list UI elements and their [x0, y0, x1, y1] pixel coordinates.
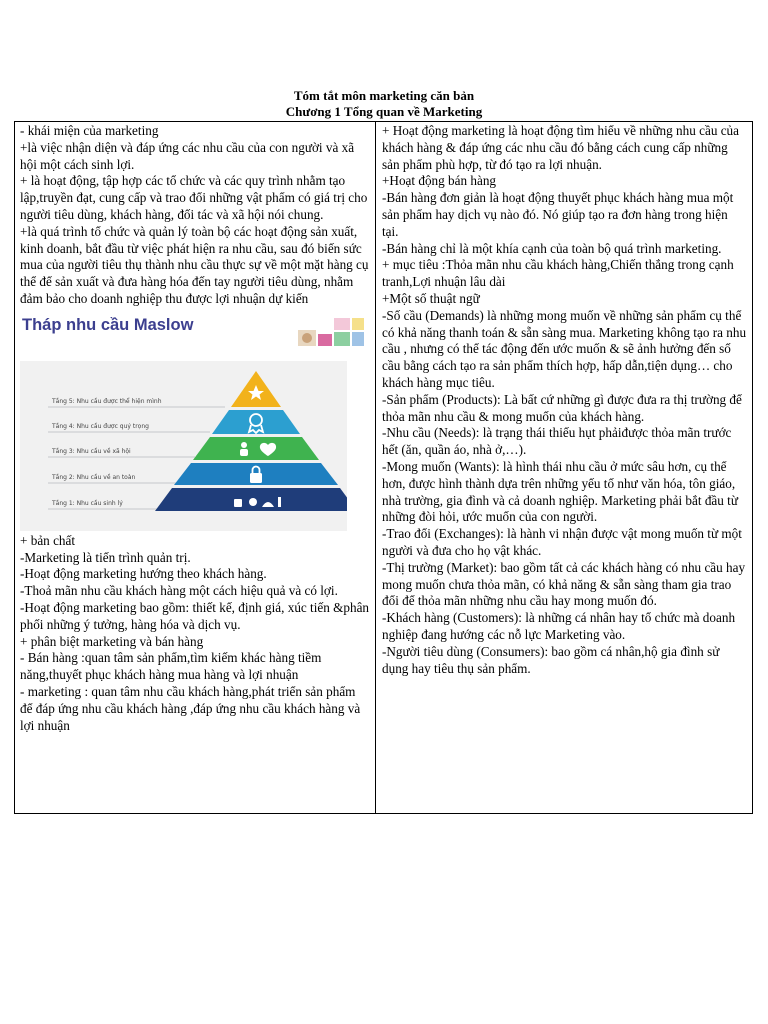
- right-paragraph: + mục tiêu :Thỏa mãn nhu cầu khách hàng,Chiến thắng trong cạnh tranh,Lợi nhuận lâu dài: [382, 257, 734, 290]
- right-paragraph: -Người tiêu dùng (Consumers): bao gồm cá nhân,hộ gia đình sử dụng hay tiêu thụ sản phẩm.: [382, 643, 720, 676]
- maslow-level-label: Tầng 5: Nhu cầu được thể hiện mình: [52, 397, 162, 405]
- summary-table: [14, 121, 753, 814]
- right-paragraph: -Bán hàng đơn giản là hoạt động thuyết phục khách hàng mua một sản phẩm hay dịch vụ nào đó. Nó giúp tạo ra đơn hàng trong hiện tại.: [382, 190, 734, 239]
- left-column: [15, 122, 376, 813]
- left-paragraph: - khái miện của marketing: [20, 123, 159, 138]
- document-header: [0, 88, 768, 120]
- right-paragraph: -Mong muốn (Wants): là hình thái nhu cầu ở mức sâu hơn, cụ thể hơn, được hình thành dựa trên những yếu tố như văn hóa, tôn giáo, nhà trường, gia đình và cả doanh nghiệp. Marketing phải bắt đầu từ những đòi hỏi, ước muốn của con người.: [382, 458, 738, 525]
- maslow-pyramid: [20, 361, 347, 531]
- left-paragraph: +là quá trình tổ chức và quản lý toàn bộ các hoạt động sản xuất, kinh doanh, bắt đầu từ việc phát hiện ra nhu cầu, sau đó biến sức mua của người tiêu thụ thành nhu cầu thực sự về một mặt hàng cụ thể để sản xuất và đưa hàng hóa đến tay người tiêu dùng, nhằm đảm bảo cho doanh nghiệp thu được lợi nhuận dự kiến: [20, 223, 369, 306]
- left-paragraph: + là hoạt động, tập hợp các tổ chức và các quy trình nhằm tạo lập,truyền đạt, cung cấp và trao đổi những vật phẩm có giá trị cho người tiêu dùng, khách hàng, đối tác và xã hội nói chung.: [20, 173, 368, 222]
- document-title: Tóm tắt môn marketing căn bản: [293, 88, 475, 103]
- left-paragraph: -Hoạt động marketing bao gồm: thiết kế, định giá, xúc tiến &phân phối những ý tưởng, hàng hóa và dịch vụ.: [20, 599, 370, 632]
- left-paragraph: +là việc nhận diện và đáp ứng các nhu cầu của con người và xã hội một cách sinh lợi.: [20, 139, 355, 172]
- right-paragraph: -Trao đổi (Exchanges): là hành vi nhận được vật mong muốn từ một người và đưa cho họ vật khác.: [382, 526, 742, 558]
- maslow-level-label: Tầng 1: Nhu cầu sinh lý: [52, 499, 123, 507]
- right-paragraph: -Thị trường (Market): bao gồm tất cả các khách hàng có nhu cầu hay mong muốn chưa thỏa mãn, có khả năng & sẵn sàng tham gia trao đổi để thỏa mãn những nhu cầu hay mong muốn đó.: [382, 559, 746, 609]
- left-paragraph: + phân biệt marketing và bán hàng: [20, 633, 204, 649]
- left-paragraph: - Bán hàng :quan tâm sản phẩm,tìm kiếm khác hàng tiềm năng,thuyết phục khách hàng mua hàng và lợi nhuận: [20, 650, 322, 683]
- right-paragraph: +Một số thuật ngữ: [382, 290, 480, 306]
- right-column: [376, 122, 752, 813]
- maslow-tier-3: [193, 437, 319, 460]
- maslow-level-label: Tầng 3: Nhu cầu về xã hội: [52, 447, 131, 455]
- left-paragraph: -Thoả mãn nhu cầu khách hàng một cách hiệu quả và có lợi.: [20, 583, 338, 599]
- right-paragraph: + Hoạt động marketing là hoạt động tìm hiểu về những nhu cầu của khách hàng & đáp ứng các nhu cầu đó bằng cách cung cấp những sản phẩm phù hợp, từ đó tạo ra lợi nhuận.: [382, 123, 740, 172]
- left-paragraph: -Hoạt động marketing hướng theo khách hàng.: [20, 566, 267, 582]
- right-paragraph: +Hoạt động bán hàng: [382, 173, 497, 189]
- maslow-banner: [20, 314, 370, 342]
- maslow-level-label: Tầng 4: Nhu cầu được quý trọng: [52, 422, 149, 430]
- right-paragraph: -Bán hàng chỉ là một khía cạnh của toàn bộ quá trình marketing.: [382, 240, 722, 256]
- left-paragraph: -Marketing là tiến trình quản trị.: [20, 549, 191, 565]
- right-paragraph: -Số cầu (Demands) là những mong muốn về những sản phẩm cụ thể có khả năng thanh toán & sẵn sàng mua. Marketing không tạo ra nhu cầu , nhưng có thể tác động đến ước muốn & sẽ ảnh hưởng đến số cầu bằng cách tạo ra sản phẩm thích hợp, hấp dẫn,tiện dụng… cho khách hàng mục tiêu.: [382, 307, 747, 390]
- right-paragraph: -Sản phẩm (Products): Là bất cứ những gì được đưa ra thị trường để thỏa mãn nhu cầu & mong muốn của khách hàng.: [382, 391, 742, 424]
- right-paragraph: -Khách hàng (Customers): là những cá nhân hay tổ chức mà doanh nghiệp đang hướng các nỗ lực Marketing vào.: [382, 610, 736, 642]
- left-paragraph: - marketing : quan tâm nhu cầu khách hàng,phát triển sản phẩm để đáp ứng nhu cầu khách hàng ,đáp ứng nhu cầu khách hàng và lợi nhuận: [20, 683, 361, 733]
- maslow-title: Tháp nhu cầu Maslow: [22, 315, 194, 334]
- right-paragraph: -Nhu cầu (Needs): là trạng thái thiếu hụt phảiđược thỏa mãn trước hết (ăn, quần áo, nhà ở,…).: [382, 425, 732, 458]
- maslow-pyramid-figure: [20, 361, 347, 531]
- left-paragraph: + bản chất: [20, 532, 76, 548]
- maslow-level-label: Tầng 2: Nhu cầu về an toàn: [52, 473, 136, 481]
- decorative-photos-icon: [296, 316, 366, 346]
- chapter-title: Chương 1 Tổng quan về Marketing: [285, 104, 483, 119]
